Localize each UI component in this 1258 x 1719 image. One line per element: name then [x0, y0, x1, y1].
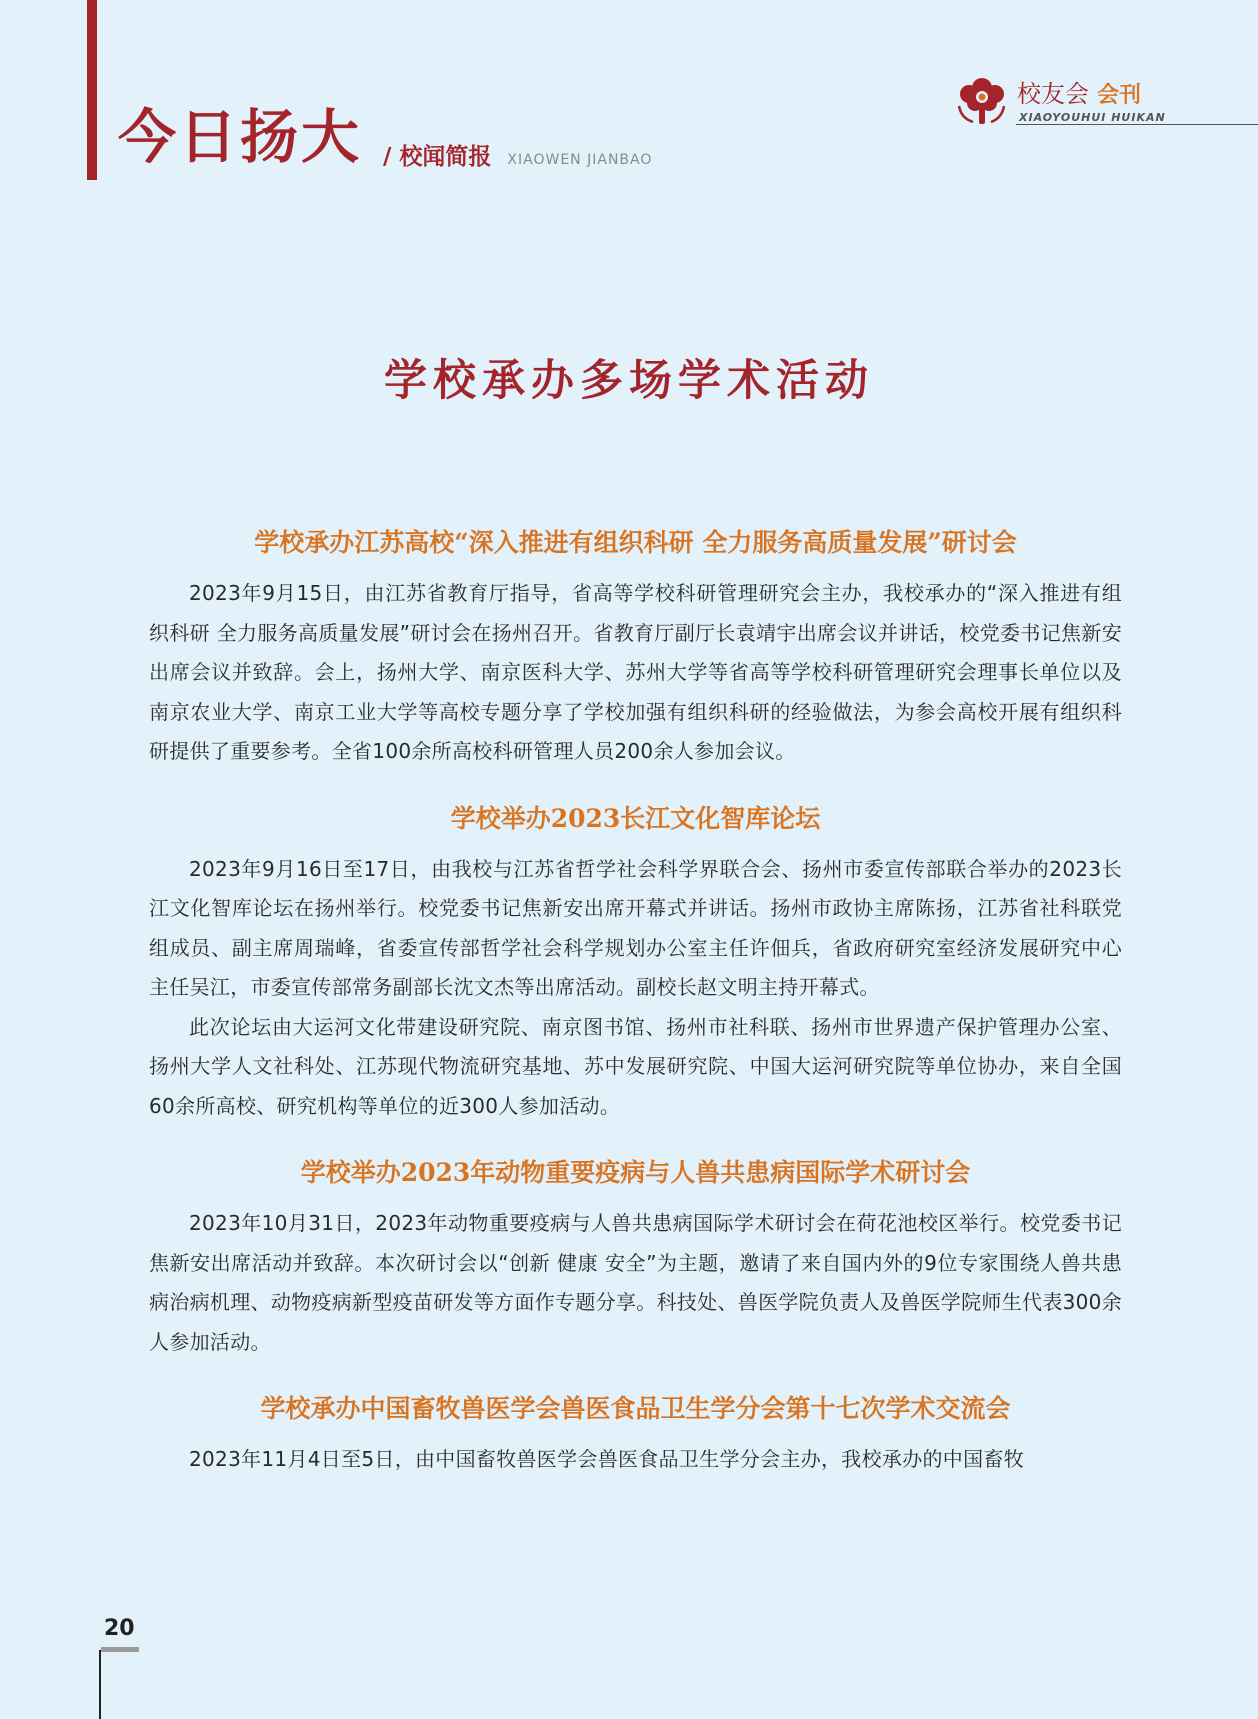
- article-paragraph: 此次论坛由大运河文化带建设研究院、南京图书馆、扬州市社科联、扬州市世界遗产保护管理办公室、扬州大学人文社科处、江苏现代物流研究基地、苏中发展研究院、中国大运河研究院等单位协办，来自全国60余所高校、研究机构等单位的近300人参加活动。: [149, 1014, 1122, 1118]
- article-2: [149, 798, 1122, 1127]
- article-heading: 学校举办2023长江文化智库论坛: [450, 803, 821, 833]
- left-accent-bar: [87, 0, 97, 180]
- article-heading: 学校承办江苏高校“深入推进有组织科研 全力服务高质量发展”研讨会: [254, 528, 1017, 557]
- magazine-name-cn: 校友会: [1017, 80, 1089, 108]
- article-heading: 学校举办2023年动物重要疫病与人兽共患病国际学术研讨会: [300, 1158, 971, 1187]
- brand-title: 今日扬大: [118, 103, 363, 171]
- article-list: [149, 522, 1122, 1480]
- article-4: [149, 1388, 1122, 1480]
- article-paragraph: 2023年10月31日，2023年动物重要疫病与人兽共患病国际学术研讨会在荷花池校区举行。校党委书记焦新安出席活动并致辞。本次研讨会以“创新 健康 安全”为主题，邀请了来自国内外的9位专家围绕人兽共患病治病机理、动物疫病新型疫苗研发等方面作专题分享。科技处、兽医学院负责人及兽医学院师生代表300余人参加活动。: [149, 1211, 1122, 1354]
- article-heading: 学校承办中国畜牧兽医学会兽医食品卫生学分会第十七次学术交流会: [260, 1394, 1011, 1423]
- section-label-en: XIAOWEN JIANBAO: [507, 152, 653, 168]
- alumni-logo-icon: [955, 76, 1008, 126]
- magazine-name-en: XIAOYOUHUI HUIKAN: [1019, 111, 1166, 124]
- page-title: 学校承办多场学术活动: [384, 356, 874, 406]
- article-1: [149, 522, 1122, 772]
- footer-rule: [99, 1650, 101, 1719]
- section-label-cn: / 校闻简报: [383, 144, 492, 170]
- article-paragraph: 2023年11月4日至5日，由中国畜牧兽医学会兽医食品卫生学分会主办，我校承办的中国畜牧: [189, 1447, 1024, 1471]
- section-label: [383, 146, 652, 169]
- magazine-name-bold: 会刊: [1097, 83, 1142, 108]
- article-3: [149, 1152, 1122, 1362]
- magazine-name: [1017, 82, 1141, 107]
- page-number-underline: [101, 1647, 139, 1652]
- article-paragraph: 2023年9月15日，由江苏省教育厅指导，省高等学校科研管理研究会主办，我校承办的“深入推进有组织科研 全力服务高质量发展”研讨会在扬州召开。省教育厅副厅长袁靖宇出席会议并讲话，校党委书记焦新安出席会议并致辞。会上，扬州大学、南京医科大学、苏州大学等省高等学校科研管理研究会理事长单位以及南京农业大学、南京工业大学等高校专题分享了学校加强有组织科研的经验做法，为参会高校开展有组织科研提供了重要参考。全省100余所高校科研管理人员200余人参加会议。: [149, 581, 1122, 763]
- magazine-divider: [1016, 124, 1258, 125]
- page-number: 20: [104, 1616, 135, 1641]
- article-paragraph: 2023年9月16日至17日，由我校与江苏省哲学社会科学界联合会、扬州市委宣传部联合举办的2023长江文化智库论坛在扬州举行。校党委书记焦新安出席开幕式并讲话。扬州市政协主席陈扬，江苏省社科联党组成员、副主席周瑞峰，省委宣传部哲学社会科学规划办公室主任许佃兵，省政府研究室经济发展研究中心主任吴江，市委宣传部常务副部长沈文杰等出席活动。副校长赵文明主持开幕式。: [149, 856, 1122, 999]
